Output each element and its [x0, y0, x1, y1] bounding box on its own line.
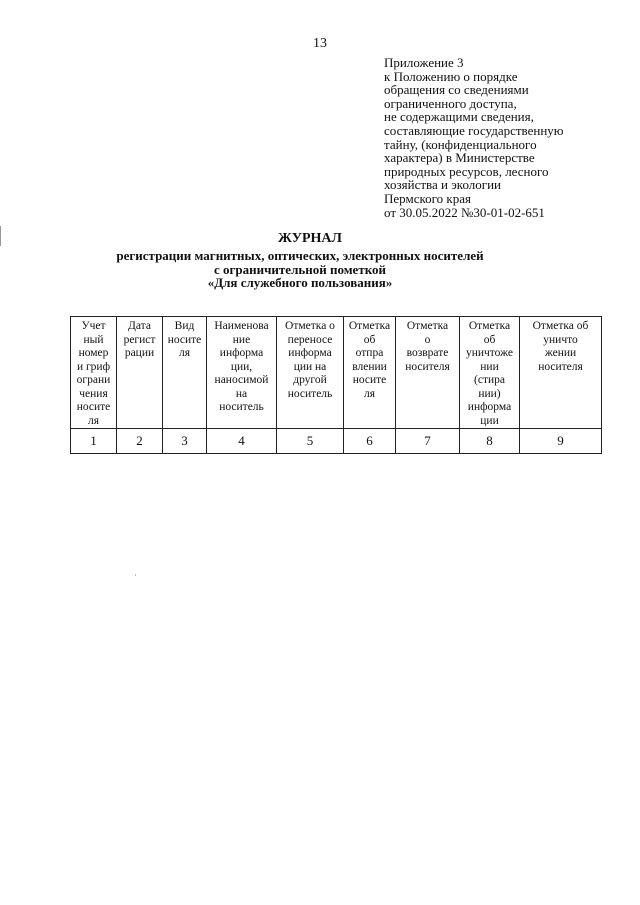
- column-header-line: возврате: [406, 347, 449, 359]
- column-header-line: Отметка: [468, 320, 511, 332]
- column-header: [207, 317, 277, 429]
- subtitle-line: регистрации магнитных, оптических, электронных носителей: [116, 248, 484, 263]
- column-header: [396, 317, 460, 429]
- column-header-line: носите: [167, 333, 202, 346]
- column-number-row: [71, 429, 602, 454]
- column-number: 7: [396, 429, 460, 454]
- column-header-line: информа: [219, 347, 264, 359]
- page-number: 13: [313, 36, 327, 51]
- column-number: 2: [117, 429, 163, 454]
- appendix-line: от 30.05.2022 №30-01-02-651: [384, 204, 545, 220]
- column-header-line: Отметка: [406, 320, 449, 332]
- appendix-line: тайну, (конфиденциального: [384, 136, 537, 152]
- column-header: [163, 317, 207, 429]
- subtitle-line: с ограничительной пометкой: [213, 261, 387, 277]
- column-number: 3: [163, 429, 207, 454]
- column-header-line: ля: [178, 347, 191, 359]
- column-header: [520, 317, 602, 429]
- column-header: [344, 317, 396, 429]
- column-header: [460, 317, 520, 429]
- column-header-line: (стира: [474, 374, 505, 386]
- journal-title: ЖУРНАЛ: [278, 231, 342, 246]
- column-number: 5: [277, 429, 344, 454]
- column-header-line: Учет: [81, 320, 106, 332]
- appendix-line: хозяйства и экологии: [384, 177, 502, 193]
- column-header-line: номер: [78, 347, 109, 359]
- column-header-line: ный: [83, 333, 104, 346]
- column-header-line: о: [424, 333, 431, 346]
- appendix-line: ограниченного доступа,: [384, 95, 517, 111]
- column-header-line: Вид: [174, 320, 195, 332]
- journal-subtitle: [0, 249, 640, 290]
- column-header-line: носите: [352, 374, 387, 386]
- column-number: 4: [207, 429, 277, 454]
- column-header-line: уничто: [543, 333, 578, 346]
- column-header-line: Отметка: [348, 320, 391, 332]
- appendix-line: Приложение 3: [384, 55, 464, 70]
- column-header: [71, 317, 117, 429]
- column-header-line: переносе: [287, 333, 333, 346]
- appendix-line: к Положению о порядке: [384, 68, 518, 84]
- column-header-line: носите: [76, 401, 111, 413]
- column-header-line: об: [363, 333, 376, 346]
- column-header-line: наносимой: [214, 374, 269, 386]
- column-header-line: ции,: [230, 360, 253, 373]
- scan-artifact: [135, 574, 136, 576]
- column-header-line: жении: [544, 347, 577, 359]
- appendix-line: обращения со сведениями: [384, 82, 529, 98]
- column-number: 1: [71, 429, 117, 454]
- column-header-line: уничтоже: [465, 347, 514, 359]
- column-header-line: носителя: [538, 360, 583, 373]
- column-header-line: рации: [124, 347, 155, 359]
- register-table: [70, 316, 602, 454]
- column-number: 9: [520, 429, 602, 454]
- column-header: [277, 317, 344, 429]
- table-header-row: [71, 317, 602, 429]
- journal-heading: [0, 230, 640, 290]
- appendix-line: природных ресурсов, лесного: [384, 163, 549, 179]
- column-header-line: ние: [232, 333, 251, 346]
- column-header-line: Отметка об: [532, 320, 589, 332]
- column-header-line: носитель: [219, 401, 264, 413]
- column-header-line: регист: [123, 333, 156, 346]
- appendix-note: [384, 56, 624, 219]
- appendix-line: составляющие государственную: [384, 122, 564, 138]
- column-header-line: чения: [79, 387, 108, 400]
- column-header-line: Отметка о: [285, 320, 335, 332]
- column-header-line: влении: [352, 360, 387, 373]
- column-header-line: ограни: [76, 374, 111, 386]
- appendix-line: характера) в Министерстве: [384, 150, 535, 166]
- appendix-line: не содержащими сведения,: [384, 109, 534, 125]
- column-header-line: другой: [293, 374, 327, 386]
- appendix-line: Пермского края: [384, 190, 471, 206]
- column-header-line: носителя: [405, 360, 450, 373]
- column-header-line: Наименова: [214, 320, 269, 332]
- column-header-line: об: [483, 333, 496, 346]
- column-header-line: ции: [480, 414, 499, 427]
- column-number: 8: [460, 429, 520, 454]
- column-header-line: ции на: [293, 360, 327, 373]
- column-header-line: Дата: [128, 320, 151, 332]
- column-header-line: информа: [288, 347, 332, 359]
- column-header-line: ля: [87, 414, 100, 427]
- column-header-line: и гриф: [76, 360, 111, 373]
- column-header: [117, 317, 163, 429]
- subtitle-line: «Для служебного пользования»: [207, 275, 393, 290]
- column-header-line: информа: [467, 401, 512, 413]
- column-header-line: нии: [480, 360, 499, 373]
- column-header-line: нии): [478, 387, 501, 400]
- column-header-line: ля: [363, 387, 376, 400]
- column-number: 6: [344, 429, 396, 454]
- column-header-line: отпра: [355, 347, 384, 359]
- column-header-line: носитель: [287, 387, 333, 400]
- column-header-line: на: [235, 387, 248, 400]
